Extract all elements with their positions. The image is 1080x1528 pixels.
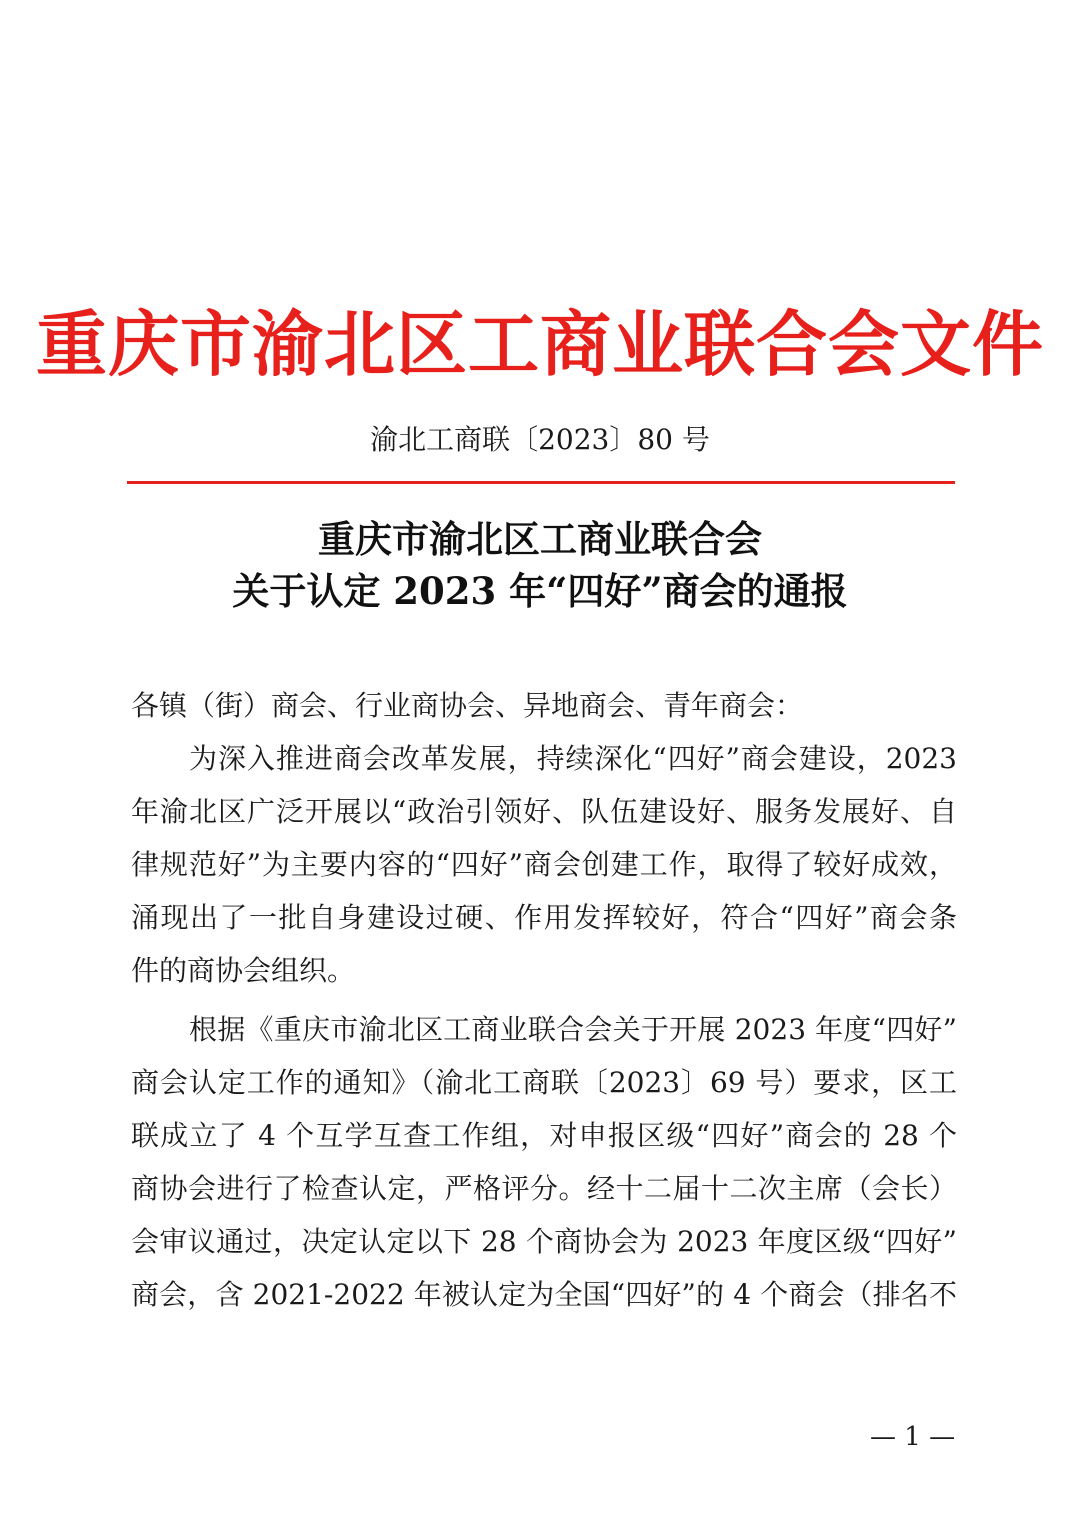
issuing-authority-header: 重庆市渝北区工商业联合会文件 [35,302,1044,386]
document-title-line-2: 关于认定 2023 年“四好”商会的通报 [232,569,848,613]
paragraph-1-line: 件的商协会组织。 [131,954,356,987]
paragraph-2-line: 会审议通过，决定认定以下 28 个商协会为 2023 年度区级“四好” [131,1225,957,1258]
paragraph-2-line: 商协会进行了检查认定，严格评分。经十二届十二次主席（会长） [131,1172,957,1205]
document-title [0,513,1080,617]
red-divider-line [127,481,955,484]
document-body [131,679,957,1321]
paragraph-1-line: 为深入推进商会改革发展，持续深化“四好”商会建设，2023 [189,742,957,775]
paragraph-2-line: 联成立了 4 个互学互查工作组，对申报区级“四好”商会的 28 个 [131,1119,957,1152]
document-title-line-1: 重庆市渝北区工商业联合会 [318,517,762,561]
paragraph-2-line: 商会认定工作的通知》（渝北工商联〔2023〕69 号）要求，区工 [131,1066,957,1099]
paragraph-1-line: 年渝北区广泛开展以“政治引领好、队伍建设好、服务发展好、自 [131,795,957,828]
paragraph-2-line: 根据《重庆市渝北区工商业联合会关于开展 2023 年度“四好” [189,1013,957,1046]
paragraph-1-line: 涌现出了一批自身建设过硬、作用发挥较好，符合“四好”商会条 [131,901,957,934]
document-number: 渝北工商联〔2023〕80 号 [370,423,710,456]
paragraph-2-line: 商会，含 2021-2022 年被认定为全国“四好”的 4 个商会（排名不 [131,1278,957,1311]
paragraph-1-line: 律规范好”为主要内容的“四好”商会创建工作，取得了较好成效， [131,848,957,881]
salutation: 各镇（街）商会、行业商协会、异地商会、青年商会： [131,689,804,722]
page-number: — 1 — [870,1422,956,1452]
